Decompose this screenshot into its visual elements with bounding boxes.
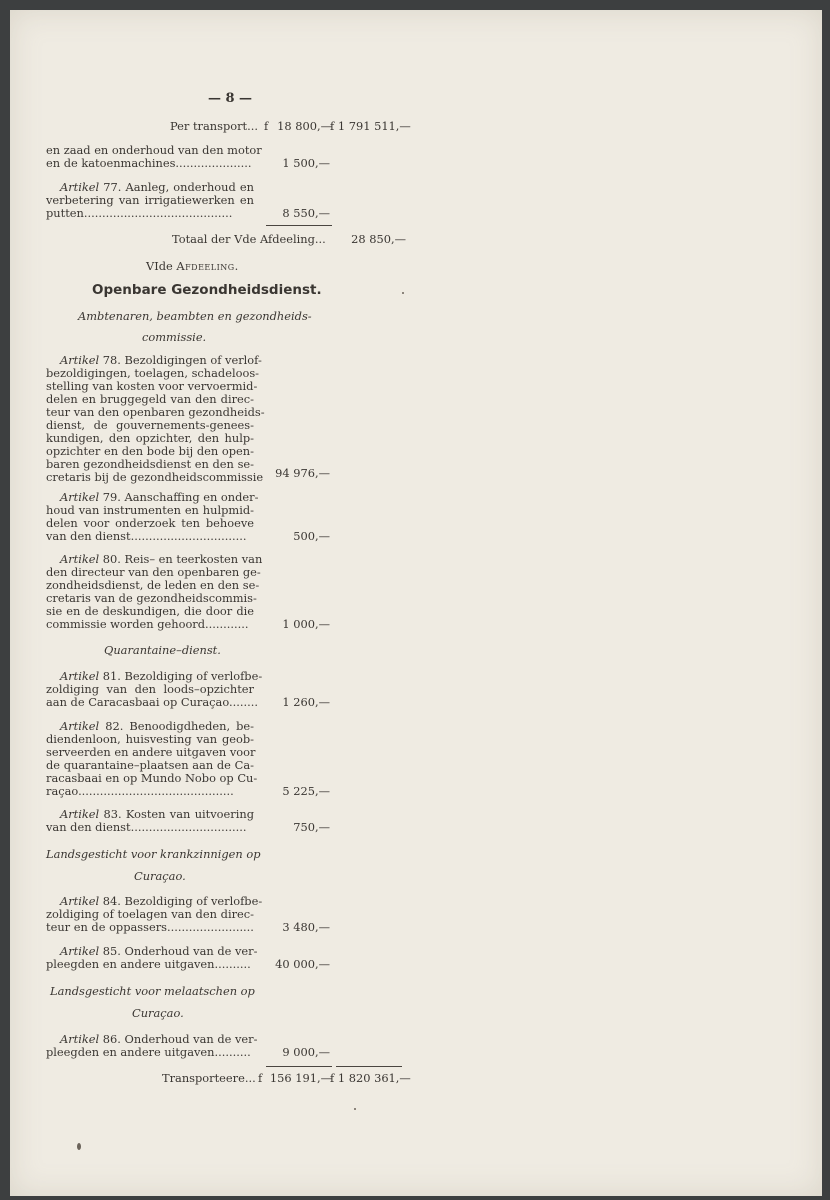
total-v-amount: 28 850,— bbox=[351, 232, 406, 246]
total-rule-col1 bbox=[266, 1066, 332, 1067]
art77-amount: 8 550,— bbox=[282, 206, 330, 220]
art78-text: Artikel 78. Bezoldigingen of verlof- bezoldigingen, toelagen, schadeloos- stelling van kosten voor vervoermid- delen en bruggegeld van den direc- teur van den openbaren gezondheids- dienst, de gouvernements-genees- kundigen, den opzichter, den hulp- opzichter en den bode bij den open- baren gezondheidsdienst en den se- cretaris bij de gezondheidscommissie bbox=[46, 353, 265, 484]
page-number: — 8 — bbox=[207, 91, 253, 106]
section-vi-title: VIde Afdeeling. bbox=[146, 259, 239, 273]
transport-out-prefix: f bbox=[258, 1071, 263, 1085]
transport-in-prefix: f bbox=[264, 119, 269, 133]
art83-amount: 750,— bbox=[293, 820, 330, 834]
art86-text: Artikel 86. Onderhoud van de ver- pleegden en andere uitgaven.......... bbox=[46, 1032, 258, 1059]
transport-in-col1: 18 800,— bbox=[277, 119, 332, 133]
subheading-quarantaine: Quarantaine–dienst. bbox=[104, 643, 221, 657]
art79-amount: 500,— bbox=[293, 529, 330, 543]
transport-in-col2: f 1 791 511,— bbox=[330, 119, 411, 133]
transport-out-col2: f 1 820 361,— bbox=[330, 1071, 411, 1085]
subheading-krankzinnigen-2: Curaçao. bbox=[134, 869, 186, 883]
subheading-melaatschen-2: Curaçao. bbox=[132, 1006, 184, 1020]
art81-text: Artikel 81. Bezoldiging of verlofbe- zoldiging van den loods–opzichter aan de Caracasbaai op Curaçao........ bbox=[46, 669, 263, 709]
art84-text: Artikel 84. Bezoldiging of verlofbe- zoldiging of toelagen van den direc- teur en de oppassers........................ bbox=[46, 894, 263, 934]
art85-text: Artikel 85. Onderhoud van de ver- pleegden en andere uitgaven.......... bbox=[46, 944, 258, 971]
art78-amount: 94 976,— bbox=[275, 466, 330, 480]
art82-amount: 5 225,— bbox=[282, 784, 330, 798]
subheading-ambtenaren-2: commissie. bbox=[142, 330, 207, 344]
art83-text: Artikel 83. Kosten van uitvoering van den dienst................................ bbox=[46, 807, 254, 834]
subtotal-rule bbox=[266, 225, 332, 226]
art80-text: Artikel 80. Reis– en teerkosten van den directeur van den openbaren ge- zondheidsdienst, de leden en den se- cretaris van de gezondheidscommis- sie en de deskundigen, die door die commissie worden gehoord............ bbox=[46, 552, 263, 631]
paper-speck bbox=[77, 1143, 81, 1150]
art86-amount: 9 000,— bbox=[282, 1045, 330, 1059]
art82-text: Artikel 82. Benoodigdheden, be- diendenloon, huisvesting van geob- serveerden en andere uitgaven voor de quarantaine–plaatsen aan de Ca- racasbaai en op Mundo Nobo op Cu- raçao........................................... bbox=[46, 719, 258, 798]
art77-text: Artikel 77. Aanleg, onderhoud en verbetering van irrigatiewerken en putten......................................... bbox=[46, 180, 254, 220]
transport-in-label: Per transport... bbox=[170, 119, 258, 133]
paper-speck bbox=[402, 292, 404, 294]
entry-zaad-text: en zaad en onderhoud van den motor en de katoenmachines..................... bbox=[46, 143, 262, 170]
subheading-ambtenaren-1: Ambtenaren, beambten en gezondheids- bbox=[78, 309, 312, 323]
subheading-krankzinnigen-1: Landsgesticht voor krankzinnigen op bbox=[46, 847, 261, 861]
art79-text: Artikel 79. Aanschaffing en onder- houd van instrumenten en hulpmid- delen voor onderzoek ten behoeve van den dienst................................ bbox=[46, 490, 259, 543]
transport-out-col1: 156 191,— bbox=[269, 1071, 332, 1085]
art84-amount: 3 480,— bbox=[282, 920, 330, 934]
subheading-melaatschen-1: Landsgesticht voor melaatschen op bbox=[50, 984, 255, 998]
transport-out-label: Transporteere... bbox=[162, 1071, 256, 1085]
art81-amount: 1 260,— bbox=[282, 695, 330, 709]
total-v-label: Totaal der Vde Afdeeling... bbox=[172, 232, 326, 246]
art85-amount: 40 000,— bbox=[275, 957, 330, 971]
entry-zaad-amount: 1 500,— bbox=[282, 156, 330, 170]
total-rule-col2 bbox=[336, 1066, 402, 1067]
section-heading: Openbare Gezondheidsdienst. bbox=[92, 282, 322, 298]
art80-amount: 1 000,— bbox=[282, 617, 330, 631]
paper-speck bbox=[354, 1108, 356, 1110]
